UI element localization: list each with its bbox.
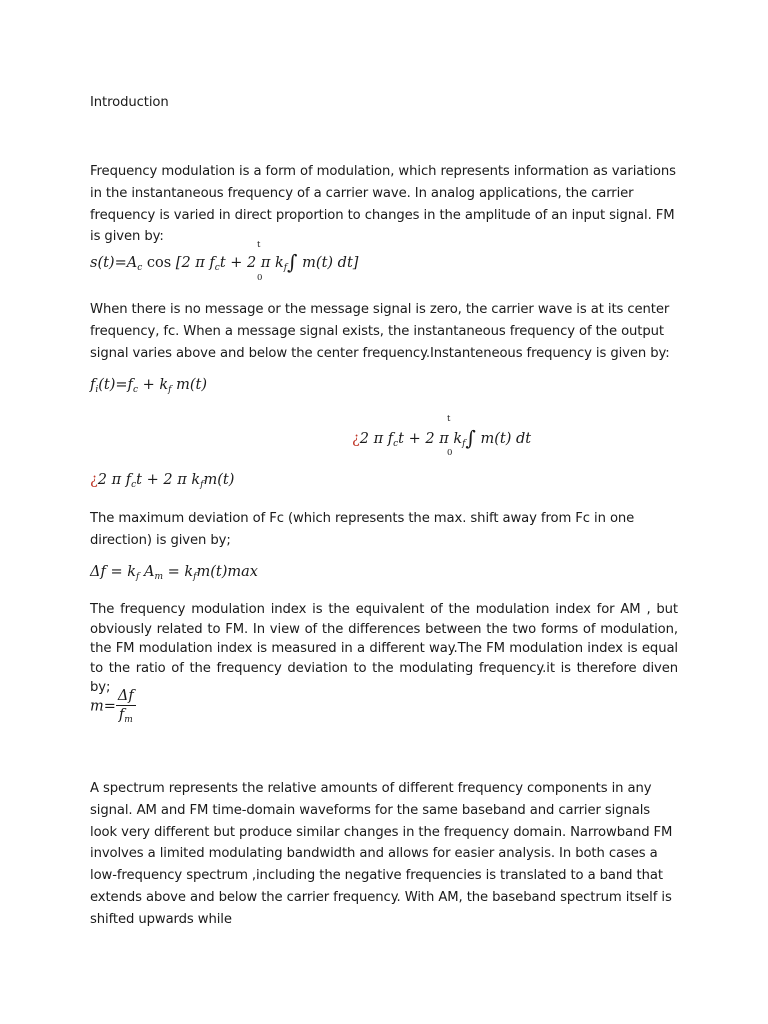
section-heading: Introduction <box>90 95 169 110</box>
paragraph-max-deviation: The maximum deviation of Fc (which represents the max. shift away from Fc in one direction) is given by; <box>90 511 635 548</box>
fraction: $\frac{\Delta f}{f_m}$ <box>117 688 134 725</box>
equation-instantaneous-frequency: $f_i(t)=f_c + k_f$ m(t) <box>90 377 207 395</box>
integral-upper-limit: t <box>447 414 451 424</box>
integral-sign: ∫ <box>465 426 476 450</box>
paragraph-spectrum: A spectrum represents the relative amounts of different frequency components in any signal. AM and FM time-domain waveforms for the same baseband and carrier signals look very different but produce similar changes in the frequency domain. Narrowband FM involves a limited modulating bandwidth and allows for easier analysis. In both cases a low-frequency spectrum ,including the negative frequencies is translated to a band that extends above and below the carrier frequency. With AM, the baseband spectrum itself is shifted upwards while <box>90 781 673 927</box>
equation-modulation-index: m= $\frac{\Delta f}{f_m}$ <box>90 688 134 725</box>
integral-lower-limit: 0 <box>447 448 453 458</box>
equation-phase-integral: ¿2 π $f_ct + 2$ π $k_f\int$ m(t) dt <box>352 426 532 450</box>
equation-phase-sum: ¿2 π $f_ct + 2$ π $k_fm(t)$ <box>90 472 235 490</box>
paragraph-center-frequency: When there is no message or the message signal is zero, the carrier wave is at its center frequency, fc. When a message signal exists, the instantaneous frequency of the output signal varies above and below the center frequency.Instanteneous frequency is given by: <box>90 302 670 361</box>
paragraph-fm-definition: Frequency modulation is a form of modulation, which represents information as variations in the instantaneous frequency of a carrier wave. In analog applications, the carrier frequency is varied in direct proportion to changes in the amplitude of an input signal. FM is given by: <box>90 164 676 245</box>
integral-upper-limit: t <box>257 240 261 250</box>
equation-max-deviation: $\Delta f = k_f$ $A_m = k_fm(t)\max$ <box>90 564 258 582</box>
integral-sign: ∫ <box>287 250 298 274</box>
equation-fm-signal: $s(t)=A_c$ cos [2 π $f_ct + 2$ π $k_f\int$ m(t) dt] <box>90 250 359 274</box>
paragraph-modulation-index: The frequency modulation index is the equivalent of the modulation index for AM , but obviously related to FM. In view of the differences between the two forms of modulation, the FM modulation index is measured in a different way.The FM modulation index is equal to the ratio of the frequency deviation to the modulating frequency.it is therefore diven by; <box>90 602 678 696</box>
integral-lower-limit: 0 <box>257 273 263 283</box>
